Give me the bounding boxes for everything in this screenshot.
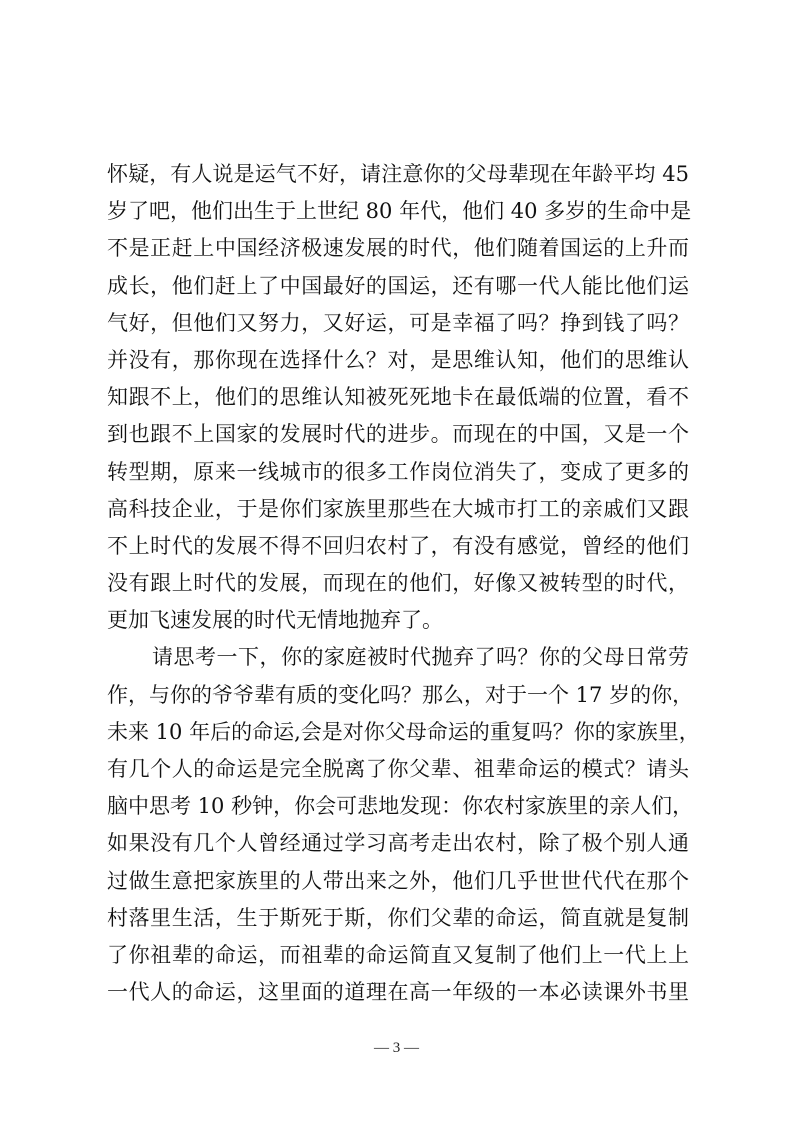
- text-line: 怀疑，有人说是运气不好，请注意你的父母辈现在年龄平均 45: [107, 162, 689, 186]
- text-line: 不是正赶上中国经济极速发展的时代，他们随着国运的上升而: [107, 236, 689, 261]
- text-line: 脑中思考 10 秒钟，你会可悲地发现：你农村家族里的亲人们，: [107, 794, 694, 819]
- text-line: 未来 10 年后的命运,会是对你父母命运的重复吗？你的家族里，: [107, 719, 700, 744]
- text-line: 转型期，原来一线城市的很多工作岗位消失了，变成了更多的: [107, 459, 689, 484]
- text-line: 没有跟上时代的发展，而现在的他们，好像又被转型的时代，: [107, 571, 689, 596]
- text-line: 岁了吧，他们出生于上世纪 80 年代，他们 40 多岁的生命中是: [107, 199, 692, 224]
- text-line: 一代人的命运，这里面的道理在高一年级的一本必读课外书里: [107, 980, 689, 1005]
- text-line: 成长，他们赶上了中国最好的国运，还有哪一代人能比他们运: [107, 273, 689, 298]
- text-line: 不上时代的发展不得不回归农村了，有没有感觉，曾经的他们: [107, 533, 689, 558]
- text-line: 村落里生活，生于斯死于斯，你们父辈的命运，简直就是复制: [107, 905, 689, 930]
- document-body: [107, 156, 700, 1011]
- text-line: 如果没有几个人曾经通过学习高考走出农村，除了极个别人通: [107, 831, 689, 856]
- text-line: 气好，但他们又努力，又好运，可是幸福了吗？挣到钱了吗？: [107, 310, 689, 335]
- paragraph: [107, 639, 700, 1011]
- text-line: 更加飞速发展的时代无情地抛弃了。: [107, 608, 443, 633]
- text-line: 作，与你的爷爷辈有质的变化吗？那么，对于一个 17 岁的你，: [107, 682, 694, 707]
- text-line: 请思考一下，你的家庭被时代抛弃了吗？你的父母日常劳: [152, 645, 689, 670]
- page-number: — 3 —: [374, 1040, 419, 1056]
- text-line: 到也跟不上国家的发展时代的进步。而现在的中国，又是一个: [107, 422, 689, 447]
- text-line: 高科技企业，于是你们家族里那些在大城市打工的亲戚们又跟: [107, 496, 689, 521]
- text-line: 有几个人的命运是完全脱离了你父辈、祖辈命运的模式？请头: [107, 757, 689, 781]
- text-line: 并没有，那你现在选择什么？对，是思维认知，他们的思维认: [107, 347, 689, 372]
- text-line: 知跟不上，他们的思维认知被死死地卡在最低端的位置，看不: [107, 385, 689, 410]
- paragraph: [107, 156, 692, 639]
- text-line: 过做生意把家族里的人带出来之外，他们几乎世世代代在那个: [107, 868, 689, 893]
- text-line: 了你祖辈的命运，而祖辈的命运简直又复制了他们上一代上上: [107, 942, 689, 967]
